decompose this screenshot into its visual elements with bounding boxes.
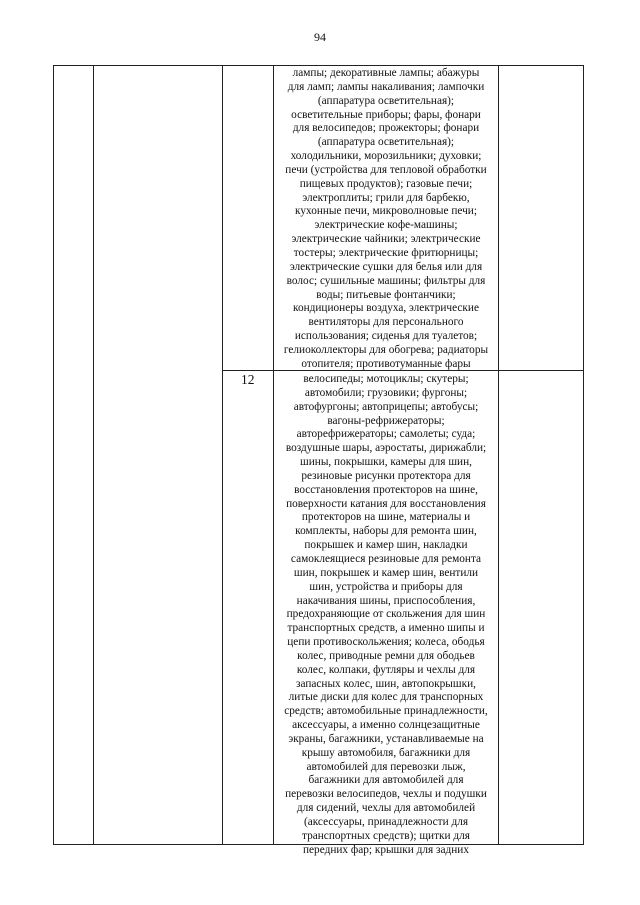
text-line: электроплиты; грили для барбекю, <box>302 191 470 204</box>
text-line: крышу автомобиля, багажники для <box>301 746 471 759</box>
text-line: автофургоны; автоприцепы; автобусы; <box>293 400 479 413</box>
text-line: кондиционеры воздуха, электрические <box>293 302 479 315</box>
text-line: кухонные печи, микроволновые печи; <box>295 205 477 218</box>
text-line: цепи противоскольжения; колеса, ободья <box>287 636 485 649</box>
text-line: покрышек и камер шин, накладки <box>304 539 468 552</box>
text-line: велосипеды; мотоциклы; скутеры; <box>303 373 469 385</box>
text-line: отопителя; противотуманные фары <box>301 357 471 370</box>
text-line: пищевых продуктов); газовые печи; <box>299 177 473 190</box>
text-line: экраны, багажники, устанавливаемые на <box>288 732 484 745</box>
text-line: литые диски для колес для транспорных <box>288 691 484 704</box>
text-line: колес, приводные ремни для ободьев <box>297 649 475 662</box>
text-line: воздушные шары, аэростаты, дирижабли; <box>285 442 487 455</box>
text-line: (аппаратура осветительная); <box>317 136 455 149</box>
text-line: шин, покрышек и камер шин, вентили <box>293 566 479 579</box>
text-line: (аксессуары, принадлежности для <box>303 816 469 828</box>
text-line: поверхности катания для восстановления <box>286 497 486 510</box>
text-line: автомобили; грузовики; фургоны; <box>304 386 468 399</box>
text-line: электрические сушки для белья или для <box>289 260 483 273</box>
text-line: вагоны-рефрижераторы; <box>327 414 445 427</box>
text-line: вентиляторы для персонального <box>308 316 464 329</box>
text-line: предохраняющие от скольжения для шин <box>286 608 486 621</box>
class-number-12: 12 <box>241 372 255 387</box>
text-line: транспортных средств); щитки для <box>302 829 470 842</box>
text-line: восстановления протекторов на шине, <box>294 483 478 496</box>
table-cell-col2 <box>93 65 223 845</box>
text-line: аксессуары, а именно солнцезащитные <box>292 719 480 732</box>
text-line: комплекты, наборы для ремонта шин, <box>295 525 477 538</box>
text-line: резиновые рисунки протектора для <box>301 469 471 482</box>
text-line: колес, колпаки, футляры и чехлы для <box>296 663 476 676</box>
table-cell-col5 <box>498 65 584 371</box>
text-line: осветительные приборы; фары, фонари <box>291 108 481 121</box>
table-cell-col1 <box>53 65 94 845</box>
text-line: использования; сиденья для туалетов; <box>294 330 478 343</box>
text-line: электрические кофе-машины; <box>314 219 458 232</box>
page-number: 94 <box>314 30 326 44</box>
text-line: авторефрижераторы; самолеты; суда; <box>296 428 476 441</box>
text-line: гелиоколлекторы для обогрева; радиаторы <box>283 343 489 356</box>
text-line: протекторов на шине, материалы и <box>301 511 471 524</box>
text-line: печи (устройства для тепловой обработки <box>285 163 487 176</box>
table-cell-col5 <box>498 370 584 845</box>
goods-description <box>274 373 498 858</box>
text-line: самоклеящиеся резиновые для ремонта <box>290 552 482 565</box>
table-cell-class-number <box>222 65 274 371</box>
text-line: передних фар; крышки для задних <box>303 843 469 856</box>
text-line: шины, покрышки, камеры для шин, <box>300 456 472 469</box>
text-line: перевозки велосипедов, чехлы и подушки <box>285 788 487 801</box>
text-line: средств; автомобильные принадлежности, <box>284 705 488 718</box>
text-line: для велосипедов; прожекторы; фонари <box>292 122 480 135</box>
text-line: накачивания шины, приспособления, <box>296 594 476 607</box>
text-line: тостеры; электрические фритюрницы; <box>293 246 479 259</box>
text-line: шин, устройства и приборы для <box>309 580 463 593</box>
text-line: электрические чайники; электрические <box>291 233 481 246</box>
table-cell-class-number <box>222 370 274 845</box>
text-line: запасных колес, шин, автопокрышки, <box>296 677 476 690</box>
text-line: транспортных средств, а именно шипы и <box>287 622 485 635</box>
text-line: волос; сушильные машины; фильтры для <box>286 274 486 287</box>
text-line: автомобилей для перевозки лыж, <box>306 760 466 773</box>
text-line: холодильники, морозильники; духовки; <box>290 150 482 163</box>
text-line: для сидений, чехлы для автомобилей <box>296 802 476 815</box>
text-line: лампы; декоративные лампы; абажуры <box>292 67 480 79</box>
text-line: воды; питьевые фонтанчики; <box>316 288 456 301</box>
goods-description <box>274 67 498 372</box>
text-line: (аппаратура осветительная); <box>317 94 455 107</box>
text-line: багажники для автомобилей для <box>308 774 464 787</box>
text-line: для ламп; лампы накаливания; лампочки <box>287 80 485 93</box>
